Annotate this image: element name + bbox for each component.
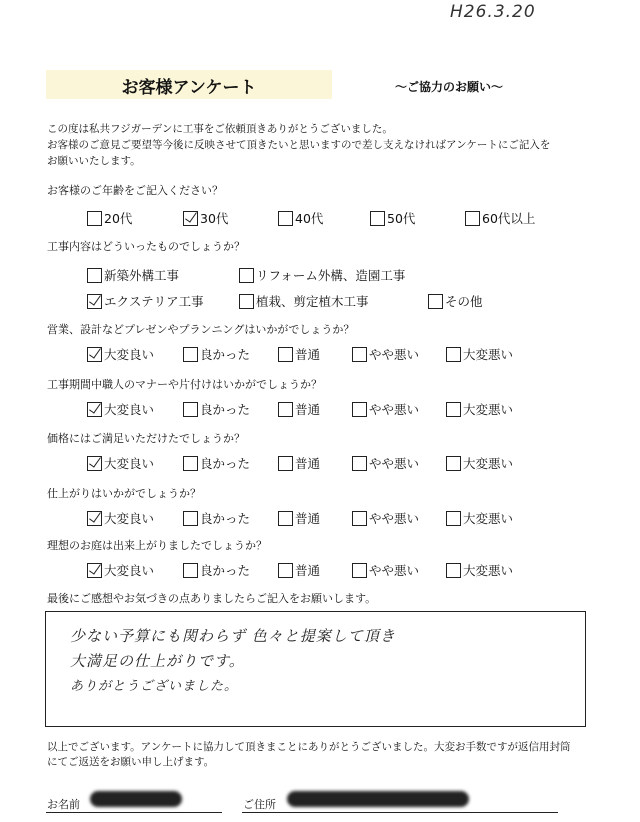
outro-line: にてご返送をお願い申し上げます。 — [47, 756, 215, 768]
checkbox[interactable] — [183, 402, 198, 417]
option-label: 良かった — [200, 456, 251, 471]
rating-question-label: 理想のお庭は出来上がりましたでしょうか？ — [47, 539, 267, 552]
checkbox[interactable] — [183, 347, 198, 362]
option-label: やや悪い — [369, 511, 420, 526]
option-label: 30代 — [200, 211, 229, 226]
question-work-type: 工事内容はどういったものでしょうか？ — [47, 240, 245, 253]
option-label: 50代 — [387, 211, 416, 226]
option-label: 20代 — [104, 211, 133, 226]
checkbox[interactable] — [278, 211, 293, 226]
option-label: 60代以上 — [482, 211, 536, 226]
work-option[interactable] — [87, 292, 204, 310]
option-label: 大変悪い — [463, 347, 514, 362]
option-label: 大変悪い — [463, 511, 514, 526]
rating-option[interactable] — [87, 454, 154, 472]
checkbox[interactable] — [278, 511, 293, 526]
option-label: リフォーム外構、造園工事 — [256, 268, 406, 283]
rating-option[interactable] — [352, 509, 419, 527]
age-option[interactable] — [87, 209, 132, 227]
checkbox[interactable] — [428, 294, 443, 309]
checkbox[interactable] — [352, 456, 367, 471]
rating-option[interactable] — [446, 345, 513, 363]
rating-question-label: 営業、設計などプレゼンやプランニングはいかがでしょうか？ — [47, 323, 355, 336]
rating-question-label: 価格にはご満足いただけたでしょうか？ — [47, 432, 245, 445]
checkbox[interactable] — [183, 456, 198, 471]
checkbox[interactable] — [446, 402, 461, 417]
question-age: お客様のご年齢をご記入ください？ — [47, 184, 223, 197]
option-label: 普通 — [295, 563, 321, 578]
outro-line: 以上でございます。アンケートに協力して頂きまことにありがとうございました。大変お手数ですが返信用封筒 — [47, 741, 571, 753]
date-handwritten: H26.3.20 — [450, 2, 536, 22]
checkbox[interactable] — [278, 347, 293, 362]
rating-option[interactable] — [446, 561, 513, 579]
checkbox[interactable] — [87, 211, 102, 226]
name-underline — [46, 812, 222, 813]
intro-line: お願いいたします。 — [47, 155, 141, 167]
checkbox[interactable] — [183, 563, 198, 578]
rating-option[interactable] — [278, 509, 320, 527]
checkbox-checked[interactable] — [183, 211, 198, 226]
rating-option[interactable] — [446, 509, 513, 527]
checkbox[interactable] — [87, 268, 102, 283]
outro-text — [47, 740, 592, 770]
age-option[interactable] — [370, 209, 415, 227]
intro-line: お客様のご意見ご要望等今後に反映させて頂きたいと思いますので差し支えなければアンケートにご記入を — [47, 139, 551, 151]
option-label: 普通 — [295, 402, 321, 417]
checkbox[interactable] — [352, 563, 367, 578]
checkbox[interactable] — [239, 268, 254, 283]
option-label: 40代 — [295, 211, 324, 226]
option-label: 大変良い — [104, 563, 155, 578]
work-option[interactable] — [87, 266, 179, 284]
checkbox[interactable] — [446, 563, 461, 578]
name-label: お名前 — [47, 798, 80, 811]
page-subtitle: ～ご協力のお願い～ — [395, 80, 504, 94]
checkbox[interactable] — [465, 211, 480, 226]
age-option[interactable] — [183, 209, 228, 227]
option-label: エクステリア工事 — [104, 294, 204, 309]
address-underline — [242, 812, 558, 813]
option-label: やや悪い — [369, 563, 420, 578]
rating-question-label: 仕上がりはいかがでしょうか？ — [47, 487, 201, 500]
option-label: やや悪い — [369, 402, 420, 417]
option-label: 新築外構工事 — [104, 268, 180, 283]
rating-option[interactable] — [183, 400, 250, 418]
checkbox-checked[interactable] — [87, 456, 102, 471]
option-label: 普通 — [295, 347, 321, 362]
work-option[interactable] — [239, 292, 369, 310]
checkbox[interactable] — [278, 456, 293, 471]
option-label: 普通 — [295, 456, 321, 471]
option-label: 良かった — [200, 347, 251, 362]
option-label: 大変良い — [104, 402, 155, 417]
comment-line: 大満足の仕上がりです。 — [70, 652, 245, 670]
checkbox[interactable] — [352, 511, 367, 526]
rating-option[interactable] — [87, 400, 154, 418]
option-label: 大変悪い — [463, 456, 514, 471]
rating-option[interactable] — [446, 400, 513, 418]
rating-option[interactable] — [183, 509, 250, 527]
option-label: 良かった — [200, 402, 251, 417]
rating-option[interactable] — [183, 345, 250, 363]
checkbox[interactable] — [183, 511, 198, 526]
rating-option[interactable] — [446, 454, 513, 472]
age-option[interactable] — [465, 209, 535, 227]
redacted-name — [90, 791, 182, 807]
intro-line: この度は私共フジガーデンに工事をご依頼頂きありがとうございました。 — [47, 123, 393, 135]
work-option[interactable] — [428, 292, 483, 310]
address-label: ご住所 — [243, 798, 276, 811]
checkbox-checked[interactable] — [87, 402, 102, 417]
checkbox[interactable] — [446, 511, 461, 526]
rating-option[interactable] — [87, 561, 154, 579]
checkbox[interactable] — [370, 211, 385, 226]
option-label: 普通 — [295, 511, 321, 526]
rating-option[interactable] — [183, 454, 250, 472]
rating-option[interactable] — [352, 561, 419, 579]
redacted-address — [287, 791, 469, 807]
age-option[interactable] — [278, 209, 323, 227]
checkbox[interactable] — [278, 563, 293, 578]
rating-option[interactable] — [352, 400, 419, 418]
checkbox[interactable] — [352, 347, 367, 362]
option-label: 大変良い — [104, 511, 155, 526]
checkbox-checked[interactable] — [87, 347, 102, 362]
option-label: やや悪い — [369, 456, 420, 471]
option-label: 大変良い — [104, 456, 155, 471]
option-label: 大変良い — [104, 347, 155, 362]
option-label: やや悪い — [369, 347, 420, 362]
rating-question-label: 工事期間中職人のマナーや片付けはいかがでしょうか？ — [47, 378, 322, 391]
rating-option[interactable] — [352, 345, 419, 363]
rating-option[interactable] — [87, 509, 154, 527]
checkbox-checked[interactable] — [87, 294, 102, 309]
work-option[interactable] — [239, 266, 405, 284]
option-label: 植栽、剪定植木工事 — [256, 294, 369, 309]
checkbox[interactable] — [239, 294, 254, 309]
rating-option[interactable] — [87, 345, 154, 363]
comment-prompt: 最後にご感想やお気づきの点ありましたらご記入をお願いします。 — [47, 592, 377, 605]
checkbox-checked[interactable] — [87, 511, 102, 526]
checkbox[interactable] — [278, 402, 293, 417]
option-label: 良かった — [200, 511, 251, 526]
checkbox-checked[interactable] — [87, 563, 102, 578]
rating-option[interactable] — [278, 345, 320, 363]
option-label: 大変悪い — [463, 402, 514, 417]
comment-line: ありがとうございました。 — [70, 679, 239, 694]
comment-line: 少ない予算にも関わらず 色々と提案して頂き — [70, 627, 396, 645]
intro-text — [47, 121, 592, 169]
option-label: その他 — [445, 294, 483, 309]
rating-option[interactable] — [278, 454, 320, 472]
rating-option[interactable] — [183, 561, 250, 579]
rating-option[interactable] — [352, 454, 419, 472]
checkbox[interactable] — [446, 456, 461, 471]
page-title: お客様アンケート — [121, 78, 257, 98]
option-label: 良かった — [200, 563, 251, 578]
option-label: 大変悪い — [463, 563, 514, 578]
rating-option[interactable] — [278, 400, 320, 418]
rating-option[interactable] — [278, 561, 320, 579]
checkbox[interactable] — [446, 347, 461, 362]
checkbox[interactable] — [352, 402, 367, 417]
